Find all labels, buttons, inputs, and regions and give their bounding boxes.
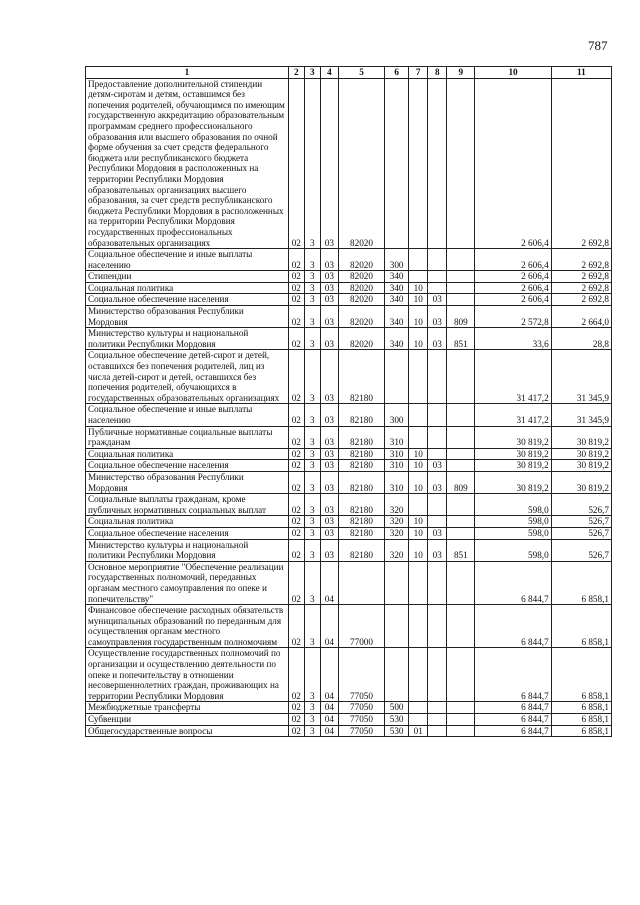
amount-10: 6 844,7 [475,725,551,737]
code-7: 10 [409,448,428,460]
code-6: 320 [385,539,409,561]
code-5: 82020 [338,249,384,271]
code-8 [428,725,447,737]
code-6 [385,605,409,648]
code-8 [428,648,447,702]
table-row [86,714,612,726]
code-4: 04 [320,702,338,714]
code-8 [428,78,447,249]
code-9 [447,294,475,306]
code-8 [428,714,447,726]
amount-11: 31 345,9 [551,350,611,404]
code-4: 03 [320,527,338,539]
amount-10: 6 844,7 [475,702,551,714]
code-4: 03 [320,249,338,271]
code-5: 82180 [338,426,384,448]
code-5: 82180 [338,448,384,460]
code-4: 03 [320,271,338,283]
table-row [86,527,612,539]
code-6: 500 [385,702,409,714]
amount-10: 2 606,4 [475,78,551,249]
code-2: 02 [288,328,304,350]
column-header: 7 [409,67,428,79]
table-row [86,78,612,249]
row-name: Субвенции [86,714,289,726]
amount-10: 31 417,2 [475,350,551,404]
code-8 [428,404,447,426]
amount-11: 30 819,2 [551,460,611,472]
amount-11: 526,7 [551,516,611,528]
code-2: 02 [288,539,304,561]
amount-10: 598,0 [475,494,551,516]
code-7: 10 [409,294,428,306]
code-9: 851 [447,328,475,350]
row-name: Общегосударственные вопросы [86,725,289,737]
table-row [86,249,612,271]
code-9: 809 [447,471,475,493]
column-header: 11 [551,67,611,79]
code-6 [385,350,409,404]
code-2: 02 [288,282,304,294]
code-4: 03 [320,460,338,472]
code-5: 82180 [338,471,384,493]
code-3: 3 [304,282,320,294]
code-9 [447,494,475,516]
code-4: 03 [320,516,338,528]
code-7: 10 [409,282,428,294]
code-9: 809 [447,306,475,328]
amount-11: 6 858,1 [551,725,611,737]
amount-10: 2 606,4 [475,249,551,271]
table-row [86,516,612,528]
amount-11: 6 858,1 [551,648,611,702]
row-name: Социальное обеспечение населения [86,294,289,306]
column-header: 1 [86,67,289,79]
header-row [86,67,612,79]
code-6: 310 [385,448,409,460]
code-3: 3 [304,516,320,528]
table-row [86,702,612,714]
code-2: 02 [288,725,304,737]
column-header: 4 [320,67,338,79]
table-row [86,350,612,404]
code-2: 02 [288,648,304,702]
amount-11: 526,7 [551,539,611,561]
code-7: 10 [409,471,428,493]
code-5: 77000 [338,605,384,648]
code-6: 320 [385,494,409,516]
code-6: 340 [385,306,409,328]
amount-11: 28,8 [551,328,611,350]
code-5: 82020 [338,294,384,306]
code-7: 10 [409,328,428,350]
amount-10: 30 819,2 [475,471,551,493]
code-8: 03 [428,306,447,328]
code-5: 82180 [338,460,384,472]
code-8: 03 [428,294,447,306]
amount-11: 6 858,1 [551,561,611,604]
code-3: 3 [304,249,320,271]
code-4: 04 [320,648,338,702]
code-6: 340 [385,271,409,283]
row-name: Социальное обеспечение населения [86,527,289,539]
code-9 [447,605,475,648]
code-6 [385,78,409,249]
code-5: 82020 [338,282,384,294]
code-2: 02 [288,702,304,714]
code-3: 3 [304,448,320,460]
code-2: 02 [288,426,304,448]
code-6: 530 [385,725,409,737]
code-7: 01 [409,725,428,737]
table-row [86,306,612,328]
amount-10: 6 844,7 [475,714,551,726]
code-5: 77050 [338,714,384,726]
amount-10: 30 819,2 [475,426,551,448]
code-2: 02 [288,350,304,404]
row-name: Министерство культуры и национальной политики Республики Мордовия [86,328,289,350]
code-3: 3 [304,328,320,350]
code-3: 3 [304,725,320,737]
code-3: 3 [304,605,320,648]
code-7: 10 [409,460,428,472]
code-2: 02 [288,714,304,726]
code-3: 3 [304,539,320,561]
code-9 [447,448,475,460]
code-9 [447,282,475,294]
column-header: 3 [304,67,320,79]
code-2: 02 [288,78,304,249]
table-row [86,648,612,702]
row-name: Социальные выплаты гражданам, кроме публичных нормативных социальных выплат [86,494,289,516]
code-9 [447,460,475,472]
row-name: Социальная политика [86,448,289,460]
amount-10: 598,0 [475,527,551,539]
amount-10: 31 417,2 [475,404,551,426]
code-8 [428,702,447,714]
code-6: 320 [385,527,409,539]
column-header: 9 [447,67,475,79]
code-9 [447,702,475,714]
code-9 [447,527,475,539]
page-number: 787 [588,38,608,53]
code-4: 03 [320,306,338,328]
table-row [86,460,612,472]
code-5: 82020 [338,306,384,328]
code-8: 03 [428,527,447,539]
code-6: 310 [385,426,409,448]
amount-11: 2 692,8 [551,271,611,283]
code-8 [428,494,447,516]
amount-10: 2 606,4 [475,282,551,294]
code-7: 10 [409,527,428,539]
amount-10: 2 572,8 [475,306,551,328]
code-3: 3 [304,714,320,726]
code-8 [428,448,447,460]
amount-10: 2 606,4 [475,271,551,283]
amount-11: 2 692,8 [551,294,611,306]
code-3: 3 [304,460,320,472]
code-5: 77050 [338,702,384,714]
row-name: Социальная политика [86,516,289,528]
table-row [86,725,612,737]
code-7 [409,714,428,726]
code-9 [447,648,475,702]
code-6: 320 [385,516,409,528]
code-8 [428,516,447,528]
code-6: 300 [385,404,409,426]
code-3: 3 [304,702,320,714]
code-4: 03 [320,78,338,249]
code-2: 02 [288,460,304,472]
code-5: 82180 [338,539,384,561]
code-4: 03 [320,282,338,294]
code-8 [428,282,447,294]
code-7 [409,702,428,714]
amount-11: 30 819,2 [551,448,611,460]
code-9 [447,725,475,737]
row-name: Финансовое обеспечение расходных обязательств муниципальных образований по переданным для осуществления органам местного самоуправления государственным полномочиям [86,605,289,648]
code-2: 02 [288,404,304,426]
amount-10: 598,0 [475,516,551,528]
code-9 [447,404,475,426]
code-3: 3 [304,306,320,328]
row-name: Министерство образования Республики Мордовия [86,306,289,328]
code-8 [428,271,447,283]
code-7: 10 [409,516,428,528]
code-5: 82180 [338,404,384,426]
code-9 [447,249,475,271]
table-row [86,404,612,426]
code-8: 03 [428,460,447,472]
amount-11: 2 692,8 [551,249,611,271]
code-7 [409,249,428,271]
table-row [86,426,612,448]
code-2: 02 [288,271,304,283]
table-row [86,328,612,350]
table-row [86,271,612,283]
amount-11: 31 345,9 [551,404,611,426]
table-row [86,539,612,561]
code-5: 82180 [338,516,384,528]
row-name: Социальное обеспечение населения [86,460,289,472]
code-7 [409,426,428,448]
code-4: 04 [320,725,338,737]
code-3: 3 [304,271,320,283]
row-name: Социальная политика [86,282,289,294]
code-6 [385,648,409,702]
code-8 [428,249,447,271]
row-name: Министерство культуры и национальной политики Республики Мордовия [86,539,289,561]
amount-10: 33,6 [475,328,551,350]
code-4: 03 [320,471,338,493]
code-7 [409,78,428,249]
amount-11: 526,7 [551,527,611,539]
table-row [86,494,612,516]
code-4: 03 [320,539,338,561]
code-5: 77050 [338,648,384,702]
code-2: 02 [288,527,304,539]
code-9 [447,426,475,448]
row-name: Предоставление дополнительной стипендии детям-сиротам и детям, оставшимся без попечения родителей, обучающимся по имеющим государственную аккредитацию образовательным программам среднего профессионального образования или высшего образования по очной форме обучения за счет средств федерального бюджета или республиканского бюджета Республики Мордовия в расположенных на территории Республики Мордовия образовательных организациях высшего образования, за счет средств республиканского бюджета Республики Мордовия в расположенных на территории Республики Мордовия государственных профессиональных образовательных организациях [86,78,289,249]
amount-11: 526,7 [551,494,611,516]
code-2: 02 [288,294,304,306]
code-5: 82020 [338,271,384,283]
code-7 [409,605,428,648]
code-2: 02 [288,249,304,271]
code-4: 03 [320,494,338,516]
code-5 [338,561,384,604]
code-6: 340 [385,282,409,294]
code-8 [428,605,447,648]
code-6: 310 [385,460,409,472]
amount-11: 2 664,0 [551,306,611,328]
code-2: 02 [288,561,304,604]
code-8: 03 [428,539,447,561]
code-7 [409,271,428,283]
code-5: 82180 [338,527,384,539]
row-name: Межбюджетные трансферты [86,702,289,714]
code-8: 03 [428,328,447,350]
table-row [86,294,612,306]
amount-10: 6 844,7 [475,605,551,648]
code-3: 3 [304,561,320,604]
code-2: 02 [288,605,304,648]
row-name: Осуществление государственных полномочий по организации и осуществлению деятельности по опеке и попечительству в отношении несовершеннолетних граждан, проживающих на территории Республики Мордовия [86,648,289,702]
code-5: 77050 [338,725,384,737]
code-4: 04 [320,714,338,726]
code-6: 340 [385,294,409,306]
amount-10: 6 844,7 [475,648,551,702]
code-9 [447,714,475,726]
code-8 [428,561,447,604]
table-row [86,282,612,294]
row-name: Стипендии [86,271,289,283]
budget-table [85,66,612,737]
code-3: 3 [304,78,320,249]
code-8: 03 [428,471,447,493]
code-9 [447,350,475,404]
amount-11: 6 858,1 [551,714,611,726]
code-2: 02 [288,494,304,516]
code-4: 03 [320,426,338,448]
code-3: 3 [304,350,320,404]
code-9 [447,561,475,604]
code-7 [409,404,428,426]
code-6: 300 [385,249,409,271]
code-3: 3 [304,494,320,516]
amount-10: 30 819,2 [475,460,551,472]
table-body [86,78,612,737]
code-2: 02 [288,306,304,328]
column-header: 5 [338,67,384,79]
column-header: 2 [288,67,304,79]
code-5: 82180 [338,350,384,404]
code-4: 04 [320,561,338,604]
code-4: 03 [320,404,338,426]
code-5: 82020 [338,78,384,249]
code-3: 3 [304,426,320,448]
code-7 [409,561,428,604]
code-9 [447,271,475,283]
code-2: 02 [288,448,304,460]
code-6: 340 [385,328,409,350]
code-4: 03 [320,328,338,350]
amount-11: 30 819,2 [551,471,611,493]
code-3: 3 [304,648,320,702]
amount-11: 2 692,8 [551,282,611,294]
amount-10: 30 819,2 [475,448,551,460]
code-6: 310 [385,471,409,493]
table-row [86,561,612,604]
code-9 [447,78,475,249]
row-name: Основное мероприятие "Обеспечение реализации государственных полномочий, переданных органам местного самоуправления по опеке и попечительству" [86,561,289,604]
amount-11: 6 858,1 [551,702,611,714]
code-3: 3 [304,294,320,306]
row-name: Публичные нормативные социальные выплаты гражданам [86,426,289,448]
code-4: 04 [320,605,338,648]
column-header: 10 [475,67,551,79]
code-7: 10 [409,306,428,328]
code-7: 10 [409,539,428,561]
table-row [86,605,612,648]
code-3: 3 [304,404,320,426]
code-8 [428,350,447,404]
code-7 [409,494,428,516]
code-3: 3 [304,471,320,493]
row-name: Социальное обеспечение детей-сирот и детей, оставшихся без попечения родителей, лиц из числа детей-сирот и детей, оставшихся без попечения родителей, обучающихся в государственных образовательных организациях [86,350,289,404]
row-name: Социальное обеспечение и иные выплаты населению [86,249,289,271]
code-4: 03 [320,448,338,460]
table-row [86,471,612,493]
code-6: 530 [385,714,409,726]
code-7 [409,350,428,404]
code-3: 3 [304,527,320,539]
code-5: 82180 [338,494,384,516]
row-name: Социальное обеспечение и иные выплаты населению [86,404,289,426]
amount-11: 6 858,1 [551,605,611,648]
column-header: 8 [428,67,447,79]
amount-11: 2 692,8 [551,78,611,249]
amount-11: 30 819,2 [551,426,611,448]
code-4: 03 [320,350,338,404]
amount-10: 2 606,4 [475,294,551,306]
row-name: Министерство образования Республики Мордовия [86,471,289,493]
amount-10: 6 844,7 [475,561,551,604]
code-5: 82020 [338,328,384,350]
code-6 [385,561,409,604]
code-9: 851 [447,539,475,561]
code-9 [447,516,475,528]
amount-10: 598,0 [475,539,551,561]
table-row [86,448,612,460]
code-7 [409,648,428,702]
code-2: 02 [288,516,304,528]
column-header: 6 [385,67,409,79]
code-4: 03 [320,294,338,306]
code-2: 02 [288,471,304,493]
code-8 [428,426,447,448]
